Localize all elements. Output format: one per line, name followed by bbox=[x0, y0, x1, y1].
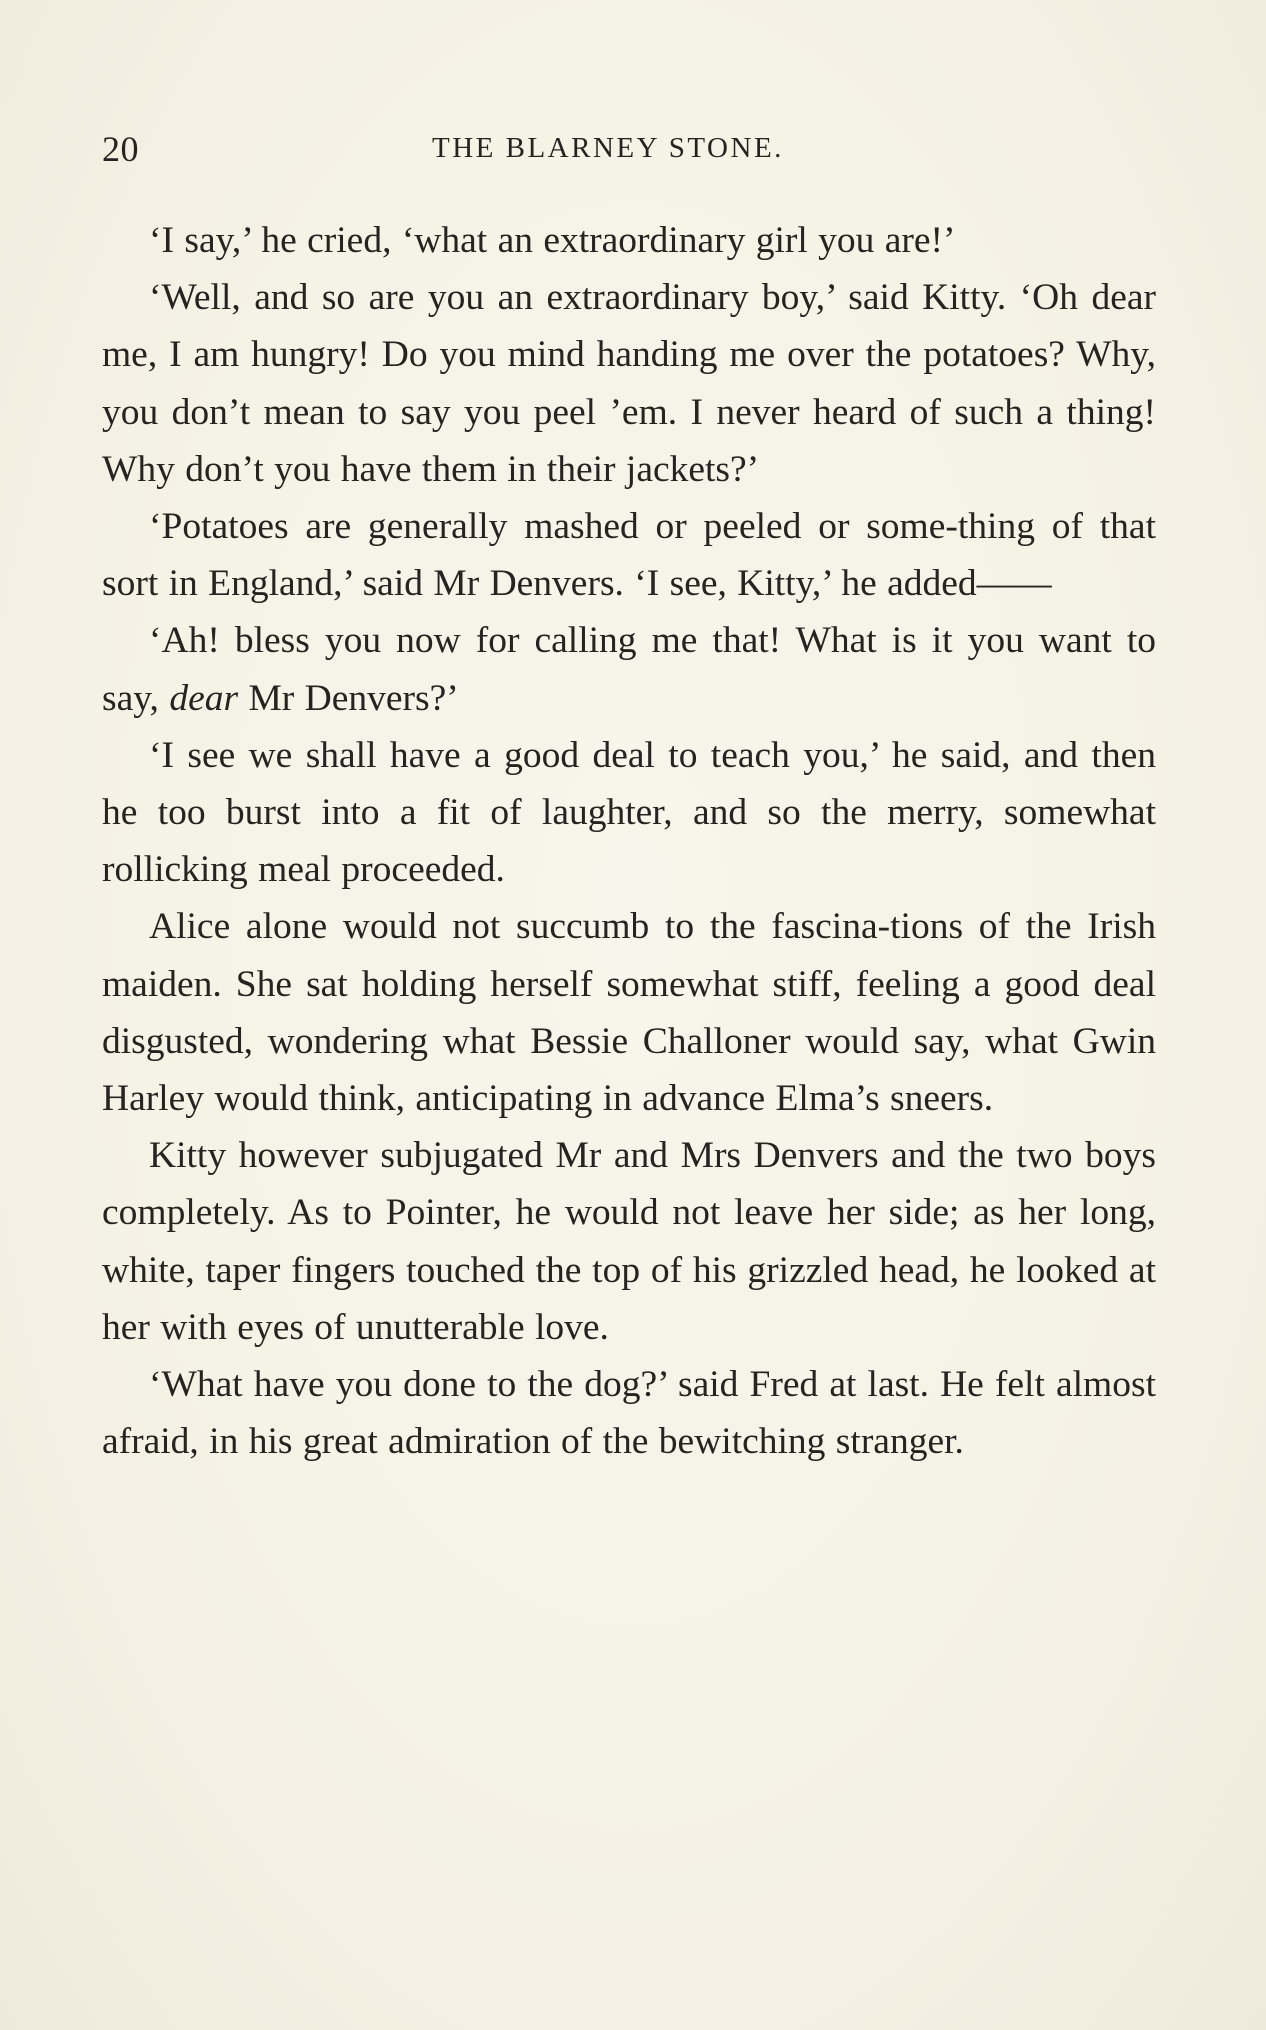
page-header bbox=[102, 128, 1164, 178]
paragraph-text: ‘Ah! bless you now for calling me that! What is it you want to say, bbox=[102, 620, 1156, 719]
body-text bbox=[102, 212, 1156, 1470]
paragraph: ‘I say,’ he cried, ‘what an extraordinary girl you are!’ bbox=[149, 220, 956, 261]
italic-word: dear bbox=[169, 677, 239, 719]
paragraph: ‘What have you done to the dog?’ said Fred at last. He felt almost afraid, in his great admiration of the bewitching stranger. bbox=[102, 1364, 1156, 1463]
paragraph: ‘Well, and so are you an extraordinary boy,’ said Kitty. ‘Oh dear me, I am hungry! Do you mind handing me over the potatoes? Why, you don’t mean to say you peel ’em. I never heard of such a thing! Why don’t you have them in their jackets?’ bbox=[102, 277, 1156, 490]
paragraph-text: Mr Denvers?’ bbox=[238, 677, 459, 719]
paragraph: Alice alone would not succumb to the fascina-tions of the Irish maiden. She sat holding herself somewhat stiff, feeling a good deal disgusted, wondering what Bessie Challoner would say, what Gwin Harley would think, anticipating in advance Elma’s sneers. bbox=[102, 906, 1156, 1120]
paragraph: ‘Potatoes are generally mashed or peeled or some-thing of that sort in England,’ said Mr Denvers. ‘I see, Kitty,’ he added—— bbox=[102, 506, 1156, 605]
paragraph bbox=[102, 612, 1156, 726]
paragraph: ‘I see we shall have a good deal to teach you,’ he said, and then he too burst into a fit of laughter, and so the merry, somewhat rollicking meal proceeded. bbox=[102, 734, 1156, 891]
running-title: THE BLARNEY STONE. bbox=[432, 132, 784, 164]
page-number: 20 bbox=[102, 129, 139, 169]
paragraph: Kitty however subjugated Mr and Mrs Denvers and the two boys completely. As to Pointer, he would not leave her side; as her long, white, taper fingers touched the top of his grizzled head, he looked at her with eyes of unutterable love. bbox=[102, 1135, 1156, 1348]
